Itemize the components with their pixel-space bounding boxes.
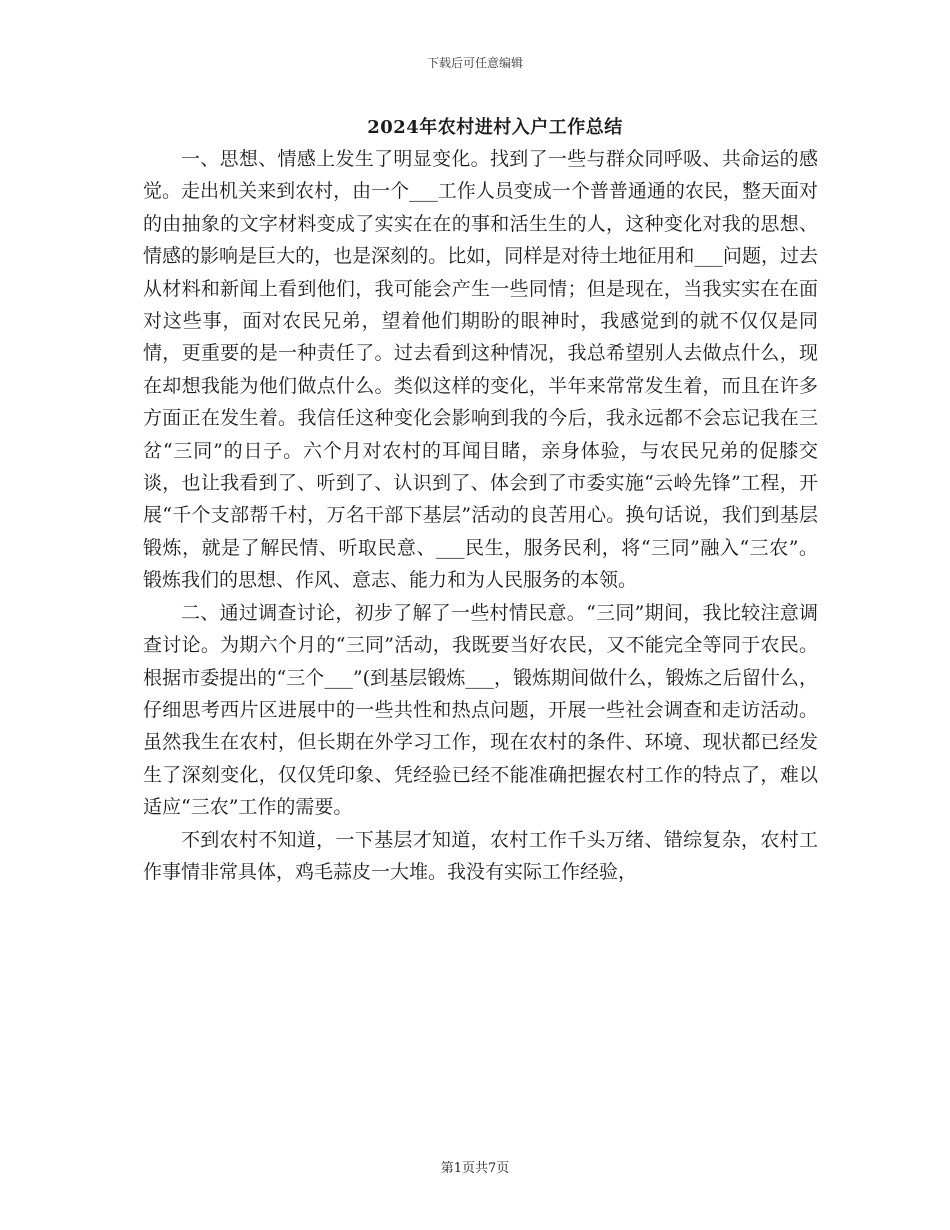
paragraph-1: 一、思想、情感上发生了明显变化。找到了一些与群众同呼吸、共命运的感觉。走出机关来到农村，由一个___工作人员变成一个普普通通的农民，整天面对的由抽象的文字材料变成了实实在在的事和活生生的人，这种变化对我的思想、情感的影响是巨大的，也是深刻的。比如，同样是对待土地征用和___问题，过去从材料和新闻上看到他们，我可能会产生一些同情；但是现在，当我实实在在面对这些事，面对农民兄弟，望着他们期盼的眼神时，我感觉到的就不仅仅是同情，更重要的是一种责任了。过去看到这种情况，我总希望别人去做点什么，现在却想我能为他们做点什么。类似这样的变化，半年来常常发生着，而且在许多方面正在发生着。我信任这种变化会影响到我的今后，我永远都不会忘记我在三岔“三同”的日子。六个月对农村的耳闻目睹，亲身体验，与农民兄弟的促膝交谈，也让我看到了、听到了、认识到了、体会到了市委实施“云岭先锋”工程，开展“千个支部帮千村，万名干部下基层”活动的良苦用心。换句话说，我们到基层锻炼，就是了解民情、听取民意、___民生，服务民利，将“三同”融入“三农”。锻炼我们的思想、作风、意志、能力和为人民服务的本领。 [143,148,818,592]
paragraph-2: 二、通过调查讨论，初步了解了一些村情民意。“三同”期间，我比较注意调查讨论。为期六个月的“三同”活动，我既要当好农民，又不能完全等同于农民。根据市委提出的“三个___”(到基层锻炼___，锻炼期间做什么，锻炼之后留什么，仔细思考西片区进展中的一些共性和热点问题，开展一些社会调查和走访活动。虽然我生在农村，但长期在外学习工作，现在农村的条件、环境、现状都已经发生了深刻变化，仅仅凭印象、凭经验已经不能准确把握农村工作的特点了，难以适应“三农”工作的需要。 [143,601,818,819]
document-title: 2024年农村进村入户工作总结 [367,117,623,138]
header-note: 下载后可任意编辑 [426,56,523,70]
document-body [143,143,818,888]
paragraph-3: 不到农村不知道，一下基层才知道，农村工作千头万绪、错综复杂，农村工作事情非常具体，鸡毛蒜皮一大堆。我没有实际工作经验， [143,828,818,883]
page-footer: 第1页共7页 [440,1161,510,1176]
